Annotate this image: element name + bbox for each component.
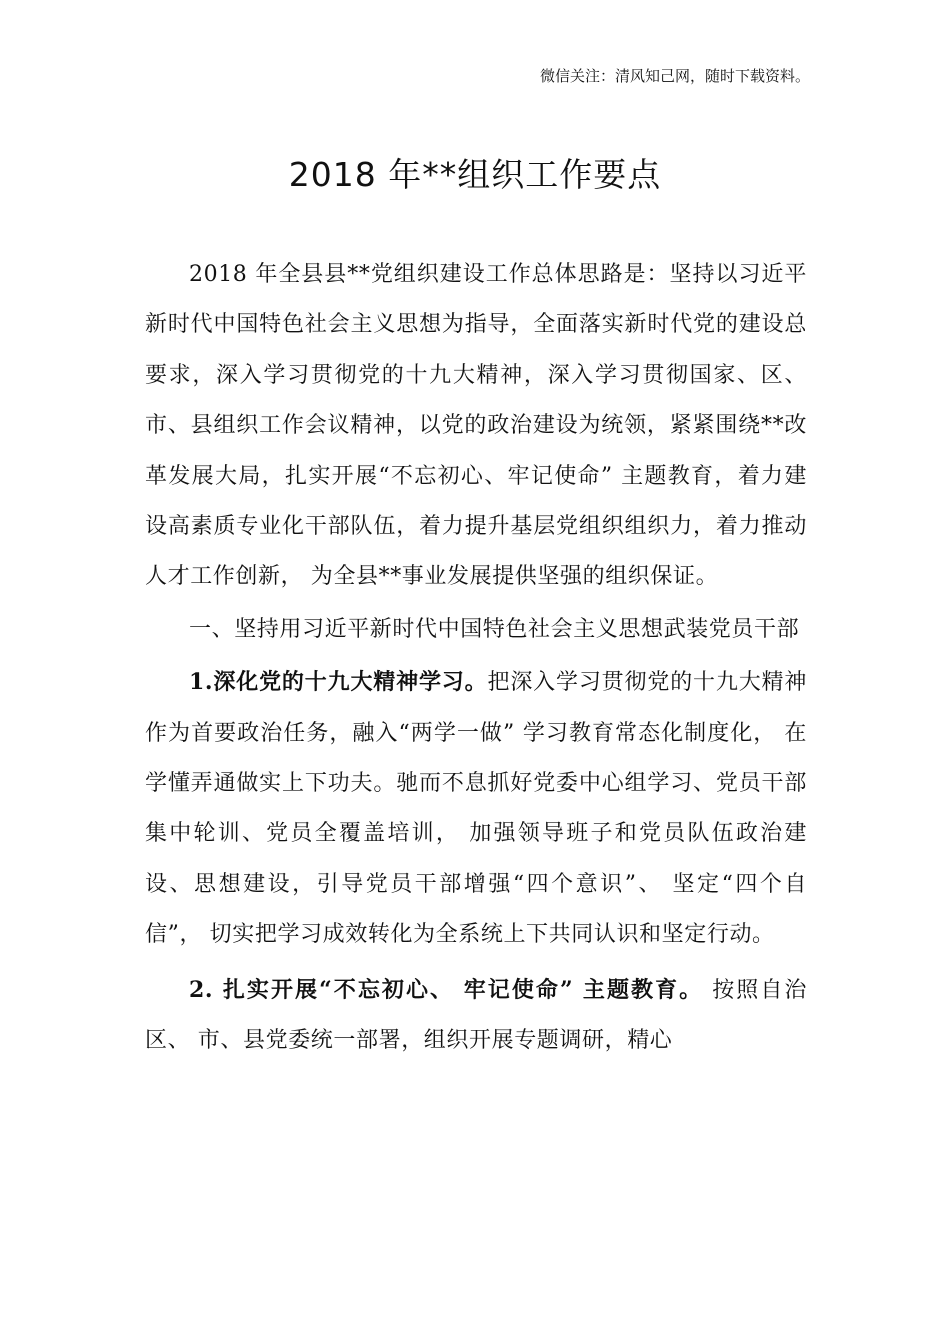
item-lead-1: 1.深化党的十九大精神学习。 [189,669,488,696]
item-text-1: 把深入学习贯彻党的十九大精神作为首要政治任务，融入“两学一做” 学习教育常态化制度化， 在学懂弄通做实上下功夫。驰而不息抓好党委中心组学习、党员干部集中轮训、党员全覆盖培训， 加强领导班子和党员队伍政治建设、思想建设，引导党员干部增强“四个意识”、 坚定“四个自信”， 切实把学习成效转化为全系统上下共同认识和坚定行动。 [145,670,807,948]
item-paragraph-2 [145,965,807,1067]
item-text-2: 按照自治区、 市、县党委统一部署，组织开展专题调研，精心 [145,977,807,1054]
intro-paragraph: 2018 年全县县**党组织建设工作总体思路是：坚持以习近平新时代中国特色社会主义思想为指导，全面落实新时代党的建设总要求，深入学习贯彻党的十九大精神，深入学习贯彻国家、区、市、县组织工作会议精神，以党的政治建设为统领，紧紧围绕**改革发展大局，扎实开展“不忘初心、牢记使命” 主题教育，着力建设高素质专业化干部队伍，着力提升基层党组织组织力，着力推动人才工作创新， 为全县**事业发展提供坚强的组织保证。 [145,262,807,590]
watermark-text: 微信关注：清风知己网，随时下载资料。 [539,67,810,85]
item-paragraph-1 [145,657,807,960]
item-lead-2: 2. 扎实开展“不忘初心、 牢记使命” 主题教育。 [189,976,704,1003]
document-title: 2018 年**组织工作要点 [288,155,662,194]
document-body [145,250,807,1067]
section-heading-1: 一、坚持用习近平新时代中国特色社会主义思想武装党员干部 [189,616,800,642]
